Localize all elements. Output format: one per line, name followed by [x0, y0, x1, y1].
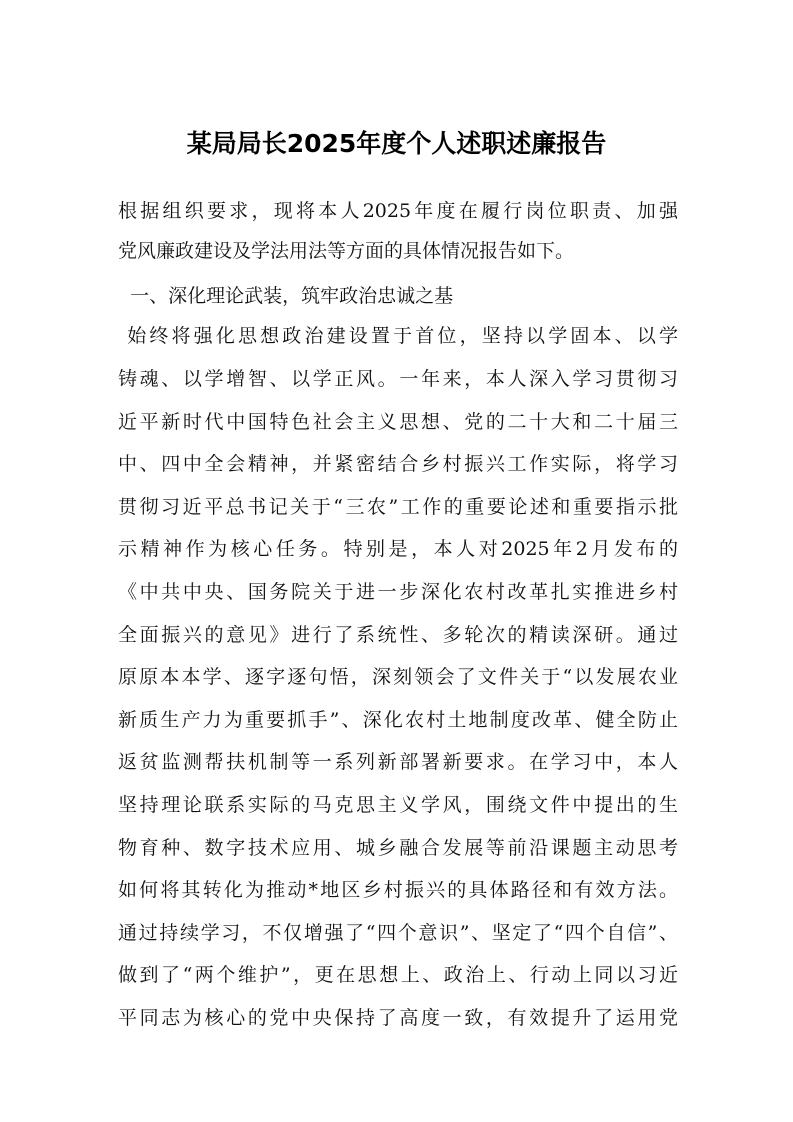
body-line: 《中共中央、国务院关于进一步深化农村改革扎实推进乡村 — [118, 581, 678, 603]
body-line: 始终将强化思想政治建设置于首位，坚持以学固本、以学 — [118, 325, 678, 347]
body-line: 中、四中全会精神，并紧密结合乡村振兴工作实际，将学习 — [118, 453, 678, 475]
section-heading: 一、深化理论武装，筑牢政治忠诚之基 — [118, 285, 454, 307]
body-line: 全面振兴的意见》进行了系统性、多轮次的精读深研。通过 — [118, 624, 678, 646]
body-line: 党风廉政建设及学法用法等方面的具体情况报告如下。 — [118, 240, 575, 262]
body-line: 返贫监测帮扶机制等一系列新部署新要求。在学习中，本人 — [118, 751, 678, 773]
body-line: 铸魂、以学增智、以学正风。一年来，本人深入学习贯彻习 — [118, 368, 678, 390]
body-line: 物育种、数字技术应用、城乡融合发展等前沿课题主动思考 — [118, 837, 678, 859]
body-line: 如何将其转化为推动*地区乡村振兴的具体路径和有效方法。 — [118, 879, 678, 901]
body-line: 示精神作为核心任务。特别是，本人对2025年2月发布的 — [118, 538, 678, 560]
body-line: 做到了“两个维护”，更在思想上、政治上、行动上同以习近 — [118, 964, 678, 986]
body-line: 新质生产力为重要抓手”、深化农村土地制度改革、健全防止 — [118, 709, 678, 731]
body-line: 原原本本学、逐字逐句悟，深刻领会了文件关于“以发展农业 — [118, 666, 678, 688]
document-title: 某局局长2025年度个人述职述廉报告 — [186, 129, 607, 158]
body-line: 通过持续学习，不仅增强了“四个意识”、坚定了“四个自信”、 — [118, 922, 678, 944]
body-line: 近平新时代中国特色社会主义思想、党的二十大和二十届三 — [118, 411, 678, 433]
body-line: 坚持理论联系实际的马克思主义学风，围绕文件中提出的生 — [118, 794, 678, 816]
body-line: 根据组织要求，现将本人2025年度在履行岗位职责、加强 — [118, 200, 678, 222]
body-line: 平同志为核心的党中央保持了高度一致，有效提升了运用党 — [118, 1007, 678, 1029]
body-line: 贯彻习近平总书记关于“三农”工作的重要论述和重要指示批 — [118, 496, 678, 518]
